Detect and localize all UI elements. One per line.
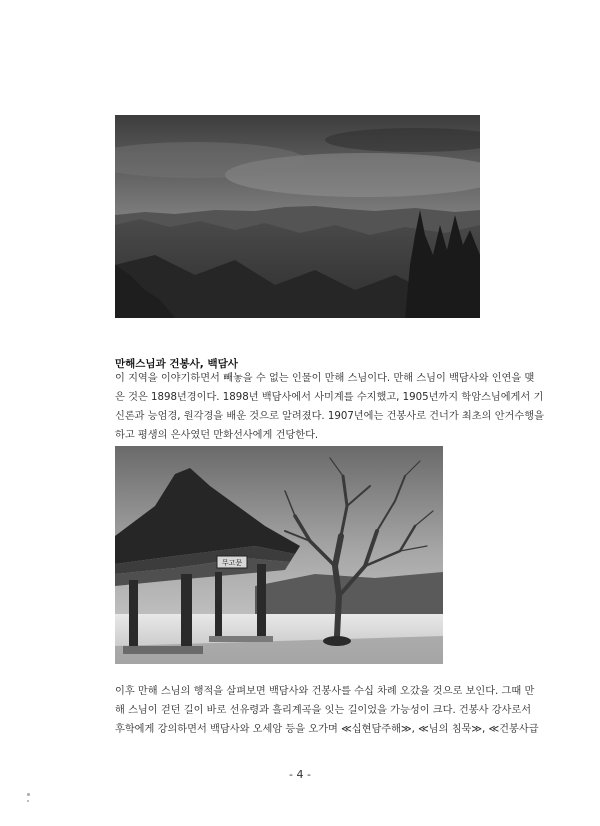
- paragraph-1-line: 이 지역을 이야기하면서 빼놓을 수 없는 인물이 만해 스님이다. 만해 스님이 백담사와 인연을 맺: [115, 373, 535, 384]
- mountain-landscape-photo: [115, 115, 480, 318]
- paragraph-1-line: 은 것은 1898년경이다. 1898년 백담사에서 사미계를 수지했고, 1905년까지 학암스님에게서 기: [115, 392, 544, 403]
- scan-speck: [27, 793, 30, 796]
- paragraph-2: [115, 682, 539, 739]
- paragraph-1-line: 신론과 능엄경, 원각경을 배운 것으로 알려졌다. 1907년에는 건봉사로 건너가 최초의 안거수행을: [115, 411, 544, 422]
- signboard-text: 무고문: [221, 559, 243, 567]
- paragraph-1: [115, 369, 544, 445]
- paragraph-1-line: 하고 평생의 은사였던 만화선사에게 건당한다.: [115, 430, 319, 441]
- paragraph-2-line: 해 스님이 걷던 길이 바로 선유령과 흘리계곡을 잇는 길이었을 가능성이 크다. 건봉사 강사로서: [115, 705, 532, 716]
- scan-speck: [27, 800, 29, 802]
- paragraph-2-line: 후학에게 강의하면서 백담사와 오세암 등을 오가며 ≪십현담주해≫, ≪님의 침묵≫, ≪건봉사급: [115, 724, 539, 735]
- paragraph-2-line: 이후 만해 스님의 행적을 살펴보면 백담사와 건봉사를 수십 차례 오갔을 것으로 보인다. 그때 만: [115, 686, 535, 697]
- page-number: - 4 -: [289, 768, 311, 781]
- pavilion-photo: [115, 446, 443, 664]
- section-heading: 만해스님과 건봉사, 백담사: [115, 358, 238, 370]
